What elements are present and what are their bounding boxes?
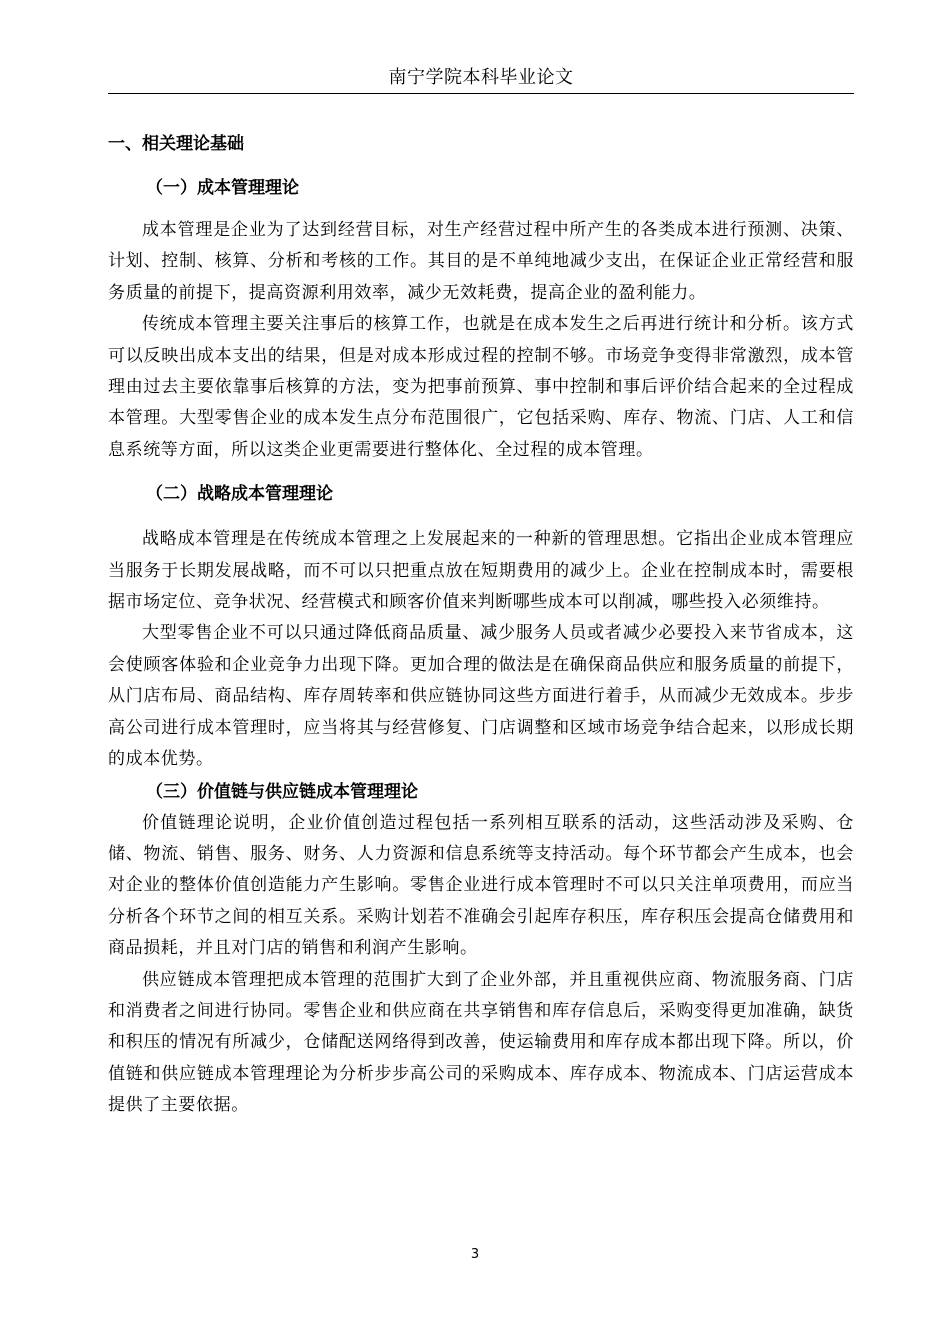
paragraph: 传统成本管理主要关注事后的核算工作，也就是在成本发生之后再进行统计和分析。该方式可以反映出成本支出的结果，但是对成本形成过程的控制不够。市场竞争变得非常激烈，成本管理由过去主要依靠事后核算的方法，变为把事前预算、事中控制和事后评价结合起来的全过程成本管理。大型零售企业的成本发生点分布范围很广，它包括采购、库存、物流、门店、人工和信息系统等方面，所以这类企业更需要进行整体化、全过程的成本管理。 [108,314,854,460]
page-number: 3 [470,1247,480,1262]
paragraph: 战略成本管理是在传统成本管理之上发展起来的一种新的管理思想。它指出企业成本管理应当服务于长期发展战略，而不可以只把重点放在短期费用的减少上。企业在控制成本时，需要根据市场定位、竞争状况、经营模式和顾客价值来判断哪些成本可以削减，哪些投入必须维持。 [108,529,854,613]
section-heading: 一、相关理论基础 [108,134,244,154]
paragraph: 供应链成本管理把成本管理的范围扩大到了企业外部，并且重视供应商、物流服务商、门店和消费者之间进行协同。零售企业和供应商在共享销售和库存信息后，采购变得更加准确，缺货和积压的情况有所减少，仓储配送网络得到改善，使运输费用和库存成本都出现下降。所以，价值链和供应链成本管理理论为分析步步高公司的采购成本、库存成本、物流成本、门店运营成本提供了主要依据。 [108,969,854,1116]
document-body [108,128,854,1122]
header-divider [108,93,854,94]
page-header-title: 南宁学院本科毕业论文 [388,67,574,88]
paragraph: 价值链理论说明，企业价值创造过程包括一系列相互联系的活动，这些活动涉及采购、仓储、物流、销售、服务、财务、人力资源和信息系统等支持活动。每个环节都会产生成本，也会对企业的整体价值创造能力产生影响。零售企业进行成本管理时不可以只关注单项费用，而应当分析各个环节之间的相互关系。采购计划若不准确会引起库存积压，库存积压会提高仓储费用和商品损耗，并且对门店的销售和利润产生影响。 [108,812,854,959]
paragraph: 成本管理是企业为了达到经营目标，对生产经营过程中所产生的各类成本进行预测、决策、计划、控制、核算、分析和考核的工作。其目的是不单纯地减少支出，在保证企业正常经营和服务质量的前提下，提高资源利用效率，减少无效耗费，提高企业的盈利能力。 [108,220,854,303]
subsection-heading-value-chain: （三）价值链与供应链成本管理理论 [146,781,418,802]
subsection-heading-strategic-cost: （二）战略成本管理理论 [146,484,333,505]
paragraph: 大型零售企业不可以只通过降低商品质量、减少服务人员或者减少必要投入来节省成本，这会使顾客体验和企业竞争力出现下降。更加合理的做法是在确保商品供应和服务质量的前提下，从门店布局、商品结构、库存周转率和供应链协同这些方面进行着手，从而减少无效成本。步步高公司进行成本管理时，应当将其与经营修复、门店调整和区域市场竞争结合起来，以形成长期的成本优势。 [108,623,854,770]
subsection-heading-cost-management: （一）成本管理理论 [146,178,299,198]
